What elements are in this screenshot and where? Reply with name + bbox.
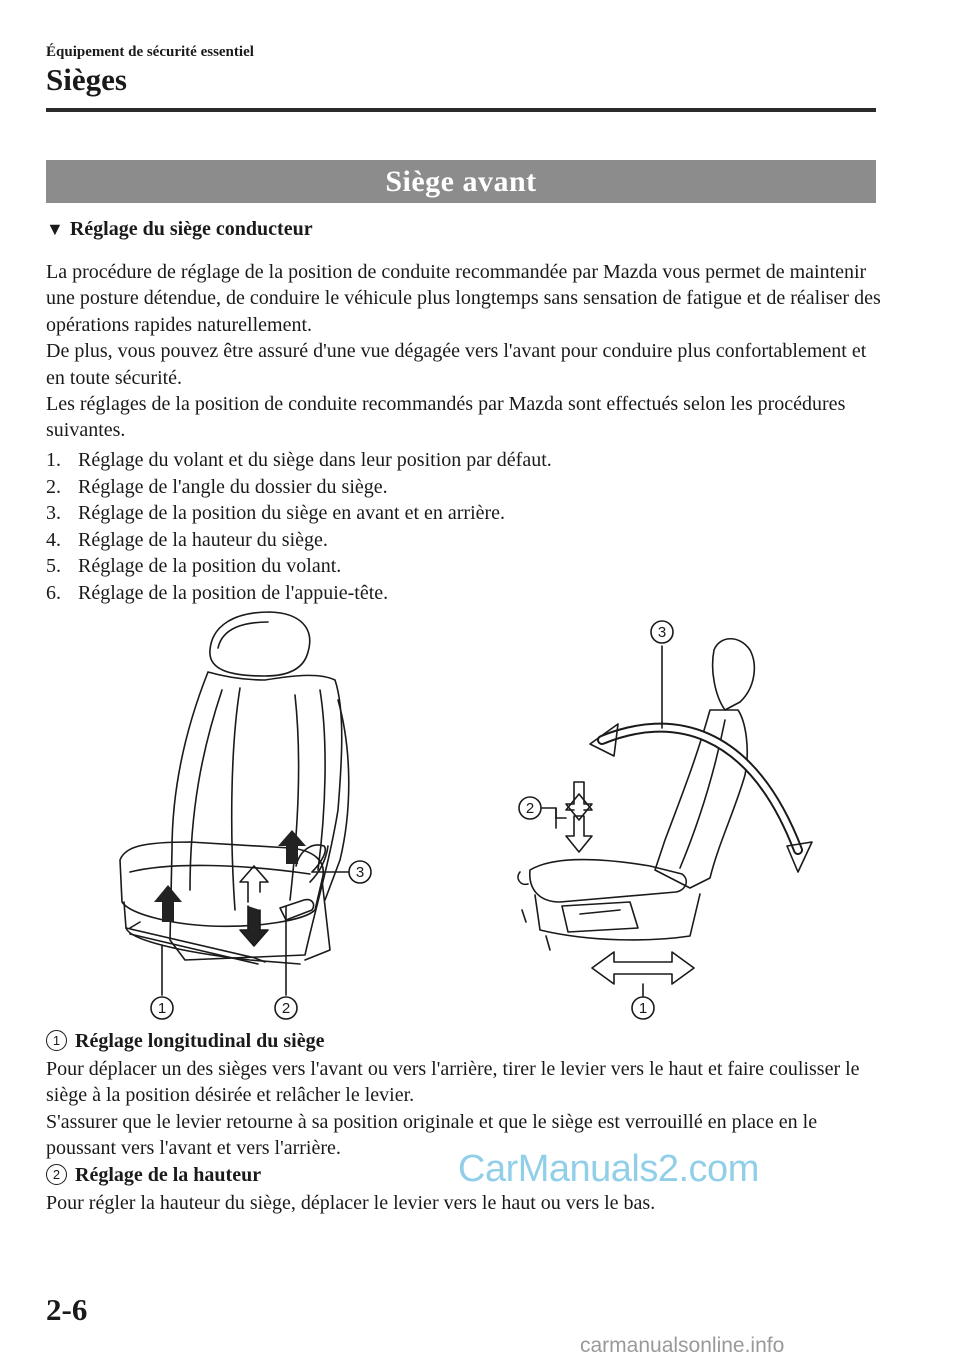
callout-2-right: 2 <box>525 800 535 817</box>
number-circle-icon: 2 <box>46 1164 67 1185</box>
front-view-seat-drawing <box>120 612 349 995</box>
section-heading-longitudinal: 1 Réglage longitudinal du siège <box>46 1030 324 1053</box>
breadcrumb: Équipement de sécurité essentiel <box>46 44 254 60</box>
list-item: 4. Réglage de la hauteur du siège. <box>46 528 328 551</box>
footer-watermark: carmanualsonline.info <box>580 1334 785 1357</box>
paragraph: Pour déplacer un des sièges vers l'avant ou vers l'arrière, tirer le levier vers le haut et faire coulisser le siège à la position désirée et relâcher le levier. <box>46 1058 860 1107</box>
list-item: 5. Réglage de la position du volant. <box>46 555 342 577</box>
height-text <box>46 1190 886 1216</box>
list-item: 6. Réglage de la position de l'appuie-tête. <box>46 581 389 604</box>
page-number: 2-6 <box>46 1292 88 1327</box>
intro-paragraph: Les réglages de la position de conduite recommandés par Mazda sont effectués selon les procédures suivantes. <box>46 393 846 442</box>
callout-1-left: 1 <box>157 1000 167 1017</box>
callout-1-right: 1 <box>638 1000 648 1017</box>
paragraph: S'assurer que le levier retourne à sa position originale et que le siège est verrouillé en place en le poussant vers l'avant et vers l'arrière. <box>46 1110 818 1160</box>
triangle-marker-icon: ▼ <box>46 219 64 239</box>
title-divider <box>46 108 876 112</box>
section-heading-height: 2 Réglage de la hauteur <box>46 1164 261 1187</box>
page-title: Sièges <box>46 62 127 97</box>
seat-adjustment-illustration <box>90 610 850 1025</box>
intro-paragraph: De plus, vous pouvez être assuré d'une vue dégagée vers l'avant pour conduire plus confortablement et en toute sécurité. <box>46 340 867 389</box>
intro-paragraph: La procédure de réglage de la position de conduite recommandée par Mazda vous permet de maintenir une posture détendue, de conduire le véhicule plus longtemps sans sensation de fatigue et de réaliser des opérations rapides naturellement. <box>46 261 881 336</box>
callout-2-left: 2 <box>281 1000 291 1017</box>
number-circle-icon: 1 <box>46 1030 67 1051</box>
intro-text <box>46 259 886 444</box>
subheading-text: Réglage du siège conducteur <box>69 218 313 240</box>
subheading <box>46 218 313 241</box>
callout-3-right: 3 <box>657 624 667 641</box>
section-banner: Siège avant <box>46 160 876 203</box>
callout-3-left: 3 <box>355 864 365 881</box>
list-item: 3. Réglage de la position du siège en avant et en arrière. <box>46 502 506 524</box>
longitudinal-text <box>46 1056 886 1162</box>
side-view-seat-drawing <box>518 639 812 996</box>
list-item: 1. Réglage du volant et du siège dans leur position par défaut. <box>46 449 552 471</box>
paragraph: Pour régler la hauteur du siège, déplacer le levier vers le haut ou vers le bas. <box>46 1192 656 1214</box>
list-item: 2. Réglage de l'angle du dossier du siège. <box>46 475 388 498</box>
watermark: CarManuals2.com <box>458 1148 759 1190</box>
adjustment-steps-list <box>46 447 886 606</box>
